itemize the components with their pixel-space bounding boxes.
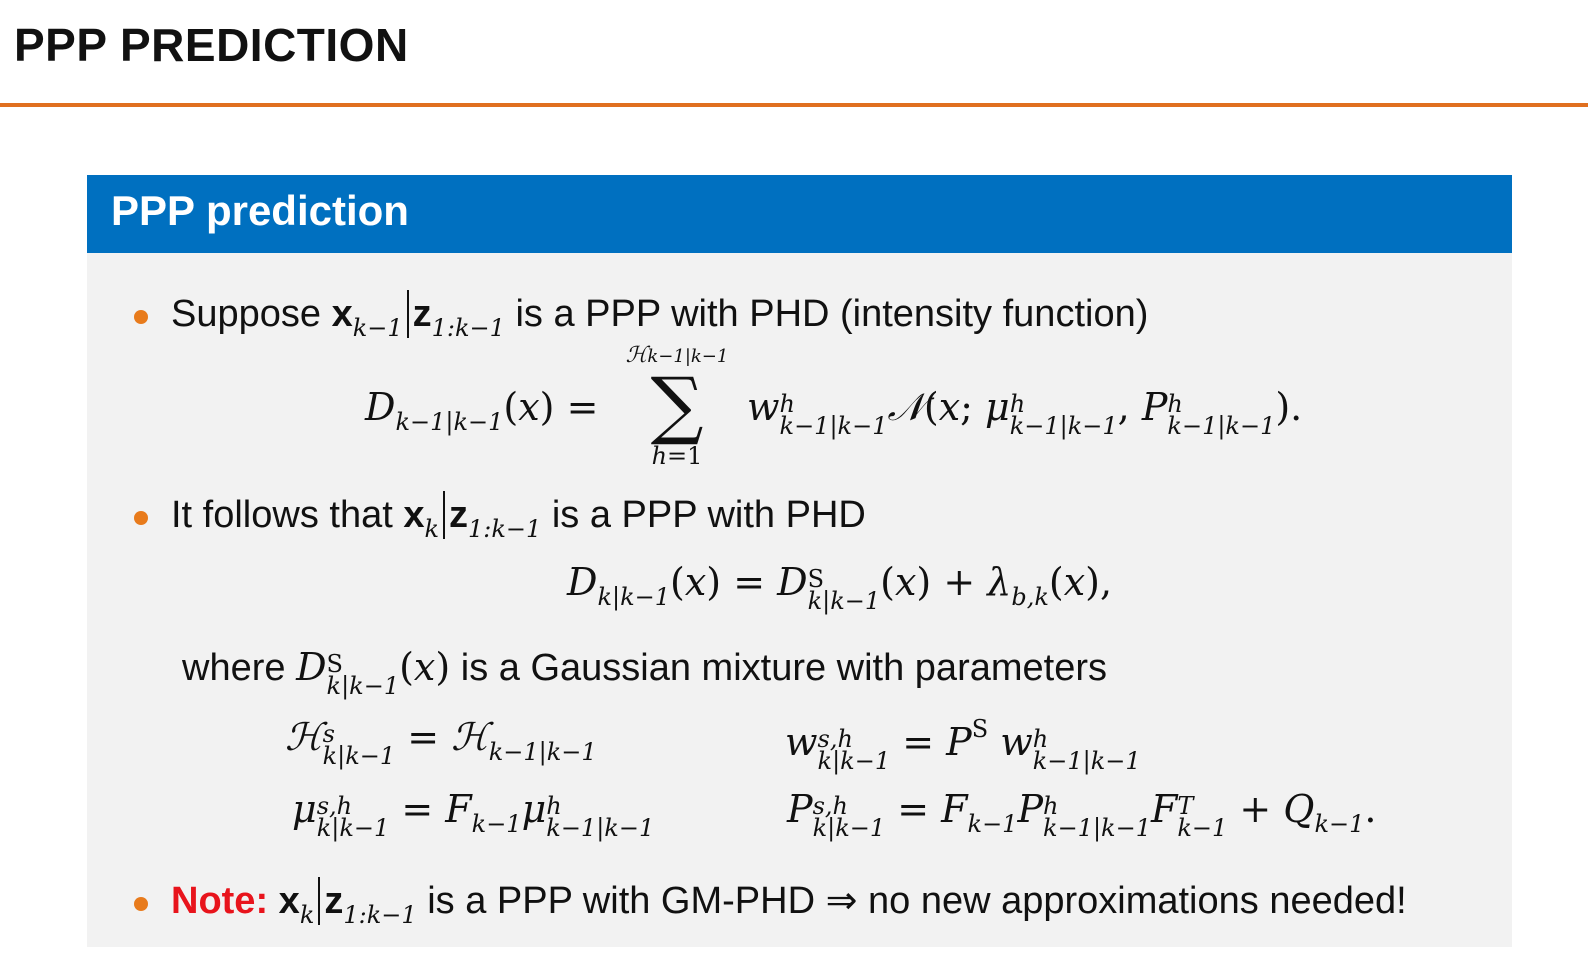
block-title: PPP prediction xyxy=(87,175,1512,253)
equation-2: $D_{k|k-1}(x) = D$ S k|k−1 $(x) + \lambda_{b,k}(x)$, xyxy=(567,560,1113,615)
content-block xyxy=(87,175,1512,947)
param-w: w s,h k|k−1 = $P^S$ w h k−1|k−1 xyxy=(785,715,1141,775)
bullet-3-marker xyxy=(134,897,148,911)
bullet-2-math: $x_k$ $z_{1:k-1}$ xyxy=(403,492,541,536)
where-prefix: where xyxy=(182,647,286,689)
where-line xyxy=(182,645,1107,700)
bullet-1-math: $x_{k-1}$ $z_{1:k-1}$ xyxy=(332,291,505,335)
bullet-1-prefix: Suppose xyxy=(171,293,322,335)
bullet-1-marker xyxy=(134,310,148,324)
bullet-2-text xyxy=(171,491,866,543)
bullet-2-prefix: It follows that xyxy=(171,494,393,536)
bullet-2-suffix: is a PPP with PHD xyxy=(551,494,866,536)
note-suffix: is a PPP with GM-PHD ⇒ no new approximations needed! xyxy=(427,880,1407,922)
note-text xyxy=(171,877,1407,929)
param-P: P s,h k|k−1 = $F_{k-1}P$ h k−1|k−1 F T k−1 + $Q_{k-1}$. xyxy=(787,787,1377,842)
param-mu: μ s,h k|k−1 = $F_{k-1}\mu$ h k−1|k−1 xyxy=(292,787,655,842)
equation-1-sum: ℋk−1|k−1 ∑ h=1 xyxy=(625,343,729,470)
note-label: Note: xyxy=(171,880,269,922)
note-math: $x_k$ $z_{1:k-1}$ xyxy=(279,878,417,922)
equation-1-lhs: $D_{k-1|k-1}(x)$ = xyxy=(365,385,599,436)
param-H: ℋ s k|k−1 = ℋ$_{k-1|k-1}$ xyxy=(285,715,597,770)
equation-1-rhs: w h k−1|k−1 𝒩(x; μ h k−1|k−1 , P h k−1|k−1 ). xyxy=(747,385,1303,440)
page-title: PPP PREDICTION xyxy=(14,19,409,71)
title-divider xyxy=(0,103,1588,107)
bullet-1-text xyxy=(171,290,1148,342)
where-math: D S k|k−1 (x) xyxy=(296,645,451,700)
where-suffix: is a Gaussian mixture with parameters xyxy=(460,647,1107,689)
bullet-2-marker xyxy=(134,511,148,525)
bullet-1-suffix: is a PPP with PHD (intensity function) xyxy=(515,293,1149,335)
